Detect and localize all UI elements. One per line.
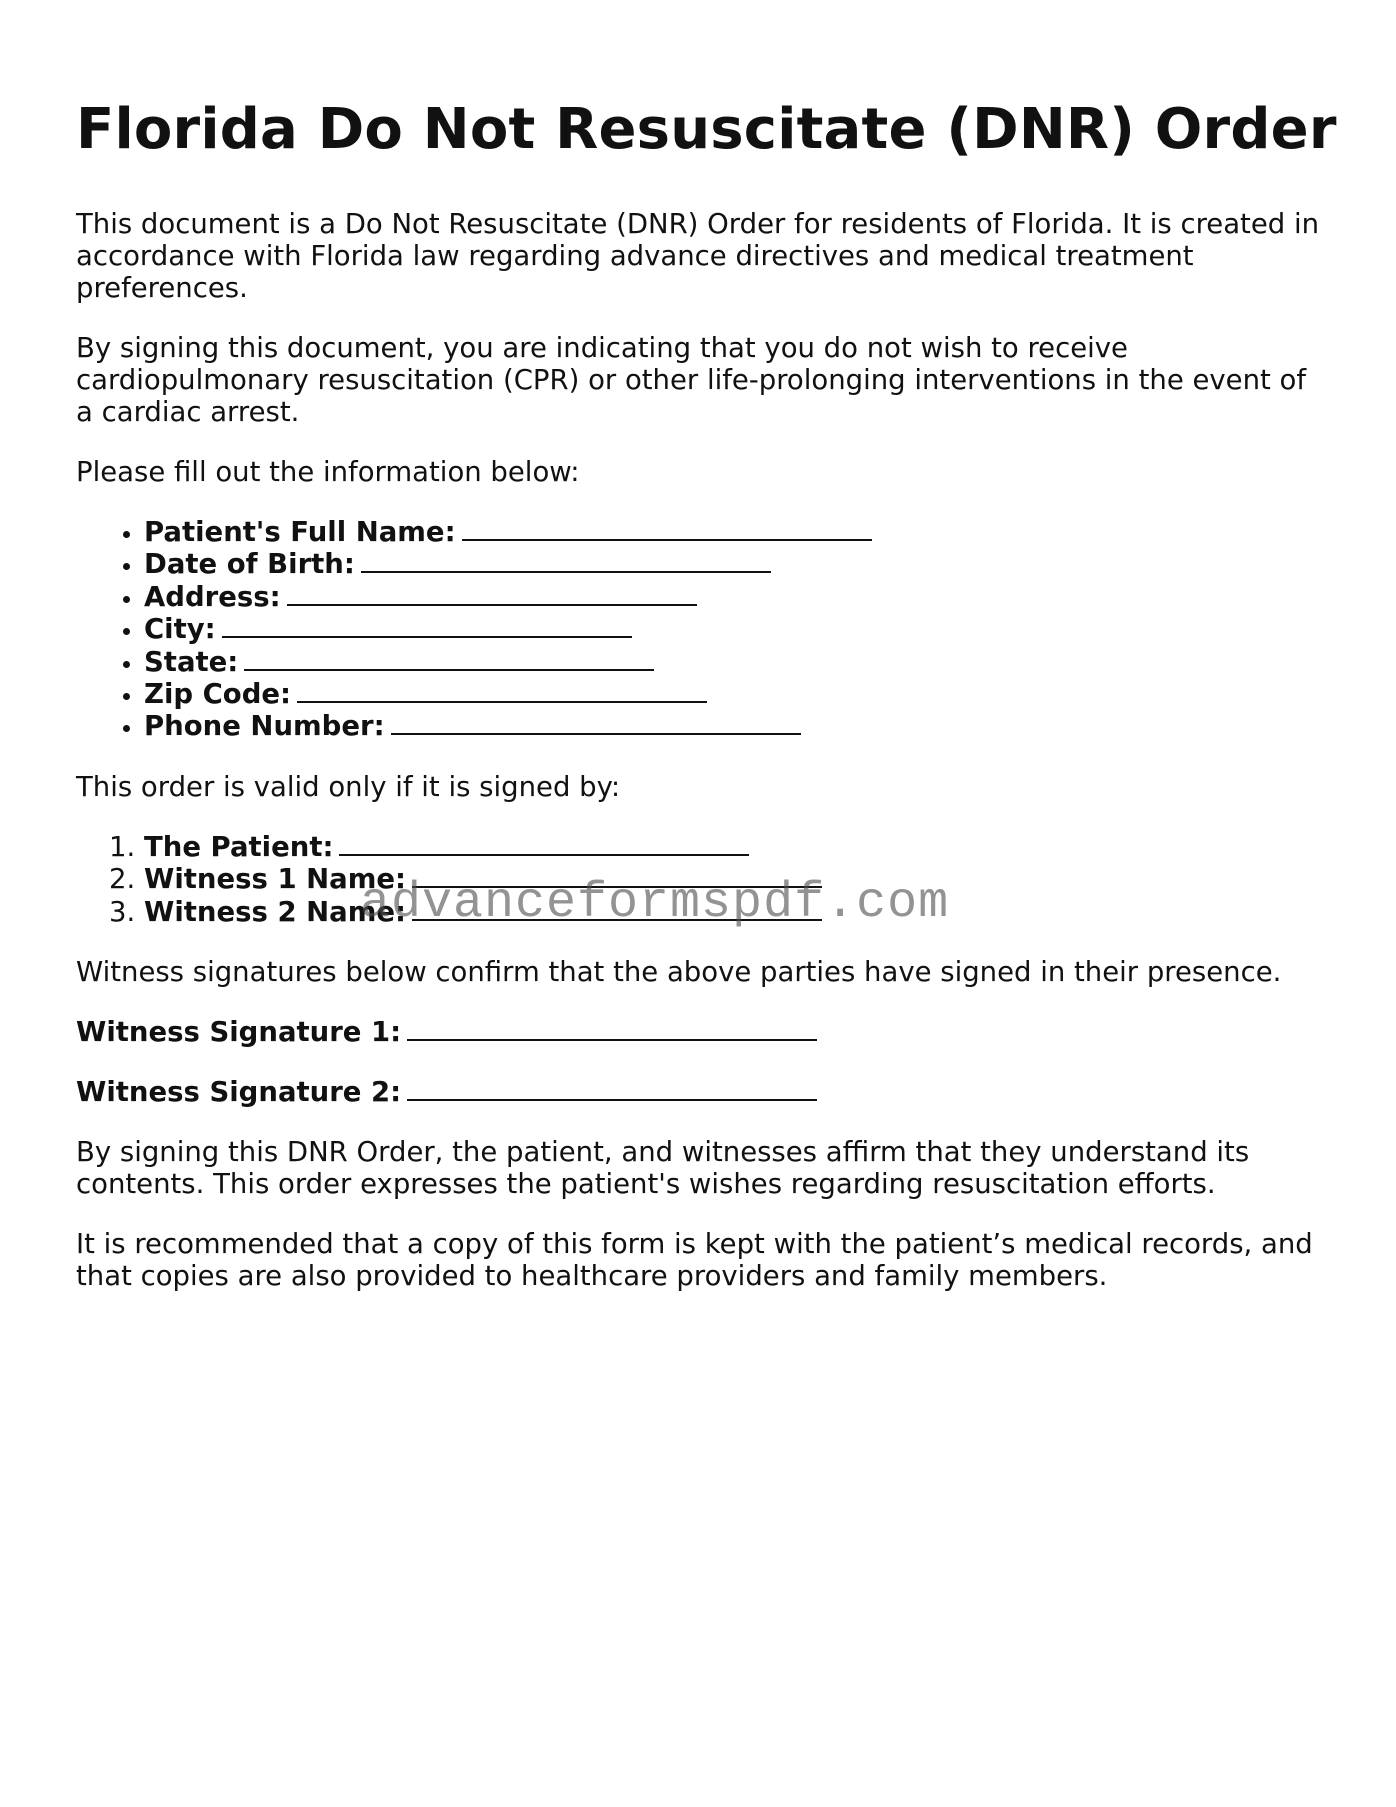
- field-state: [144, 646, 1326, 678]
- field-label: Address:: [144, 580, 281, 613]
- signers-list: [76, 831, 1326, 928]
- field-phone-number: [144, 710, 1326, 742]
- field-label: Patient's Full Name:: [144, 516, 456, 548]
- witness-signature-2: [76, 1076, 1326, 1108]
- fill-line[interactable]: [339, 853, 749, 856]
- patient-info-list: [76, 516, 1326, 743]
- signature-line[interactable]: [407, 1098, 817, 1101]
- signature-label: Witness Signature 1:: [76, 1016, 402, 1049]
- signature-line[interactable]: [407, 1038, 817, 1041]
- fill-instruction: Please fill out the information below:: [76, 456, 580, 488]
- field-zip-code: [144, 678, 1326, 710]
- fill-line[interactable]: [361, 570, 771, 573]
- document-title: Florida Do Not Resuscitate (DNR) Order: [76, 97, 1337, 162]
- field-label: Date of Birth:: [144, 548, 355, 581]
- signer-label: Witness 1 Name:: [144, 863, 407, 896]
- signer-witness-2: [144, 896, 1326, 928]
- field-label: Phone Number:: [144, 710, 385, 743]
- field-label: City:: [144, 613, 216, 646]
- signer-witness-1: [144, 863, 1326, 895]
- signature-label: Witness Signature 2:: [76, 1076, 402, 1109]
- field-date-of-birth: [144, 548, 1326, 580]
- fill-line[interactable]: [462, 538, 872, 541]
- fill-line[interactable]: [412, 885, 822, 888]
- purpose-paragraph: By signing this document, you are indicating that you do not wish to receive cardiopulmonary resuscitation (CPR) or other life-prolonging interventions in the event of a cardiac arrest.: [76, 332, 1307, 428]
- field-label: State:: [144, 645, 239, 678]
- fill-line[interactable]: [244, 668, 654, 671]
- document-page: [76, 92, 1337, 1293]
- intro-paragraph: This document is a Do Not Resuscitate (DNR) Order for residents of Florida. It is created in accordance with Florida law regarding advance directives and medical treatment preferences.: [76, 208, 1320, 304]
- fill-line[interactable]: [412, 918, 822, 921]
- recommendation-paragraph: It is recommended that a copy of this form is kept with the patient’s medical records, and that copies are also provided to healthcare providers and family members.: [76, 1228, 1313, 1293]
- witness-confirmation: Witness signatures below confirm that the above parties have signed in their presence.: [76, 956, 1282, 989]
- field-address: [144, 581, 1326, 613]
- fill-line[interactable]: [222, 635, 632, 638]
- fill-line[interactable]: [391, 732, 801, 735]
- witness-signature-1: [76, 1016, 1326, 1048]
- affirmation-paragraph: By signing this DNR Order, the patient, and witnesses affirm that they understand its contents. This order expresses the patient's wishes regarding resuscitation efforts.: [76, 1136, 1250, 1201]
- field-label: Zip Code:: [144, 678, 292, 711]
- signer-label: The Patient:: [144, 830, 334, 863]
- field-patient-full-name: [144, 516, 1326, 548]
- watermark: advanceformspdf.com: [360, 875, 950, 932]
- validity-statement: This order is valid only if it is signed by:: [76, 770, 621, 803]
- fill-line[interactable]: [297, 700, 707, 703]
- field-city: [144, 613, 1326, 645]
- signer-label: Witness 2 Name:: [144, 895, 407, 928]
- signer-patient: [144, 831, 1326, 863]
- fill-line[interactable]: [287, 603, 697, 606]
